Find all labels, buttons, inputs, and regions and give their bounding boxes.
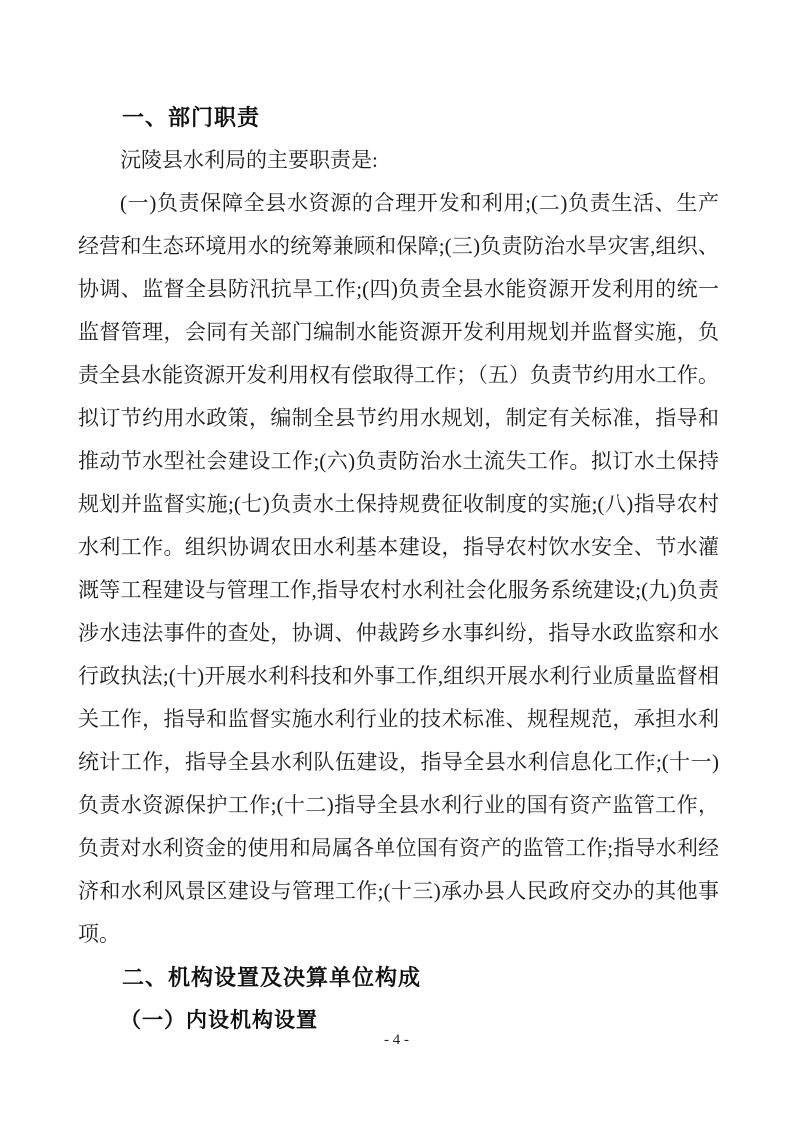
document-content bbox=[78, 96, 719, 1042]
intro-paragraph: 沅陵县水利局的主要职责是: bbox=[120, 148, 378, 172]
duties-paragraph: (一)负责保障全县水资源的合理开发和利用;(二)负责生活、生产经营和生态环境用水的统筹兼顾和保障;(三)负责防治水旱灾害,组织、协调、监督全县防汛抗旱工作;(四)负责全县水能资源开发利用的统一监督管理，会同有关部门编制水能资源开发利用规划并监督实施，负责全县水能资源开发利用权有偿取得工作；（五）负责节约用水工作。拟订节约用水政策，编制全县节约用水规划，制定有关标准，指导和推动节水型社会建设工作;(六)负责防治水土流失工作。拟订水土保持规划并监督实施;(七)负责水土保持规费征收制度的实施;(八)指导农村水利工作。组织协调农田水利基本建设，指导农村饮水安全、节水灌溉等工程建设与管理工作,指导农村水利社会化服务系统建设;(九)负责涉水违法事件的查处，协调、仲裁跨乡水事纠纷，指导水政监察和水行政执法;(十)开展水利科技和外事工作,组织开展水利行业质量监督相关工作，指导和监督实施水利行业的技术标准、规程规范，承担水利统计工作，指导全县水利队伍建设，指导全县水利信息化工作;(十一)负责水资源保护工作;(十二)指导全县水利行业的国有资产监管工作，负责对水利资金的使用和局属各单位国有资产的监管工作;指导水利经济和水利风景区建设与管理工作;(十三)承办县人民政府交办的其他事项。 bbox=[78, 191, 719, 946]
subsection-heading-1: （一）内设机构设置 bbox=[120, 1008, 318, 1032]
page-number: - 4 - bbox=[384, 1032, 409, 1048]
section-heading-1: 一、部门职责 bbox=[122, 105, 261, 130]
section-heading-2: 二、机构设置及决算单位构成 bbox=[122, 965, 422, 990]
